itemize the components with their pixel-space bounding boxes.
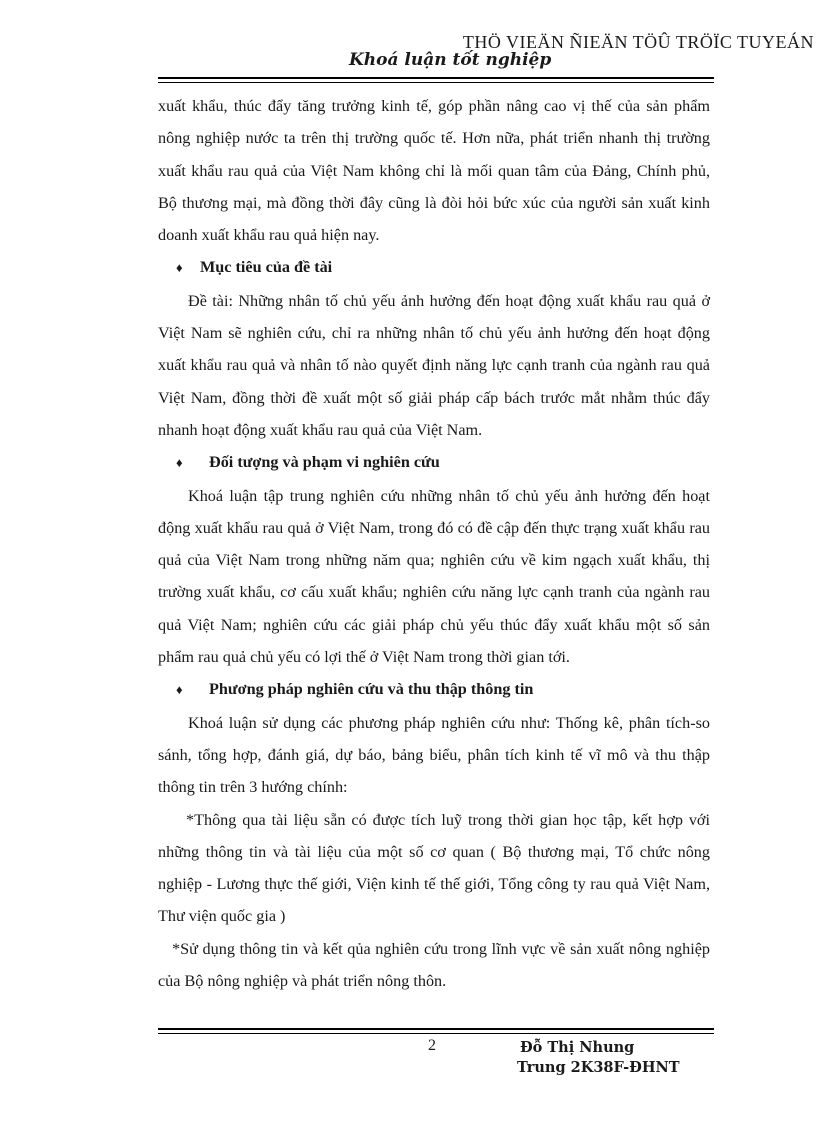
heading-methods: [158, 673, 710, 706]
paragraph-scope: Khoá luận tập trung nghiên cứu những nhân tố chủ yếu ảnh hưởng đến hoạt động xuất khẩu rau quả ở Việt Nam, trong đó có đề cập đến thực trạng xuất khẩu rau quả của Việt Nam trong những năm qua; nghiên cứu về kim ngạch xuất khẩu, thị trường xuất khẩu, cơ cấu xuất khẩu; nghiên cứu năng lực cạnh tranh của ngành rau quả Việt Nam; nghiên cứu các giải pháp chủ yếu thúc đẩy xuất khẩu một số sản phẩm rau quả chủ yếu có lợi thế ở Việt Nam trong thời gian tới.: [158, 486, 710, 667]
footer-rule-thin: [158, 1033, 714, 1034]
author-name: Đỗ Thị Nhung: [520, 1039, 635, 1056]
header-rule-thick: [158, 77, 714, 79]
paragraph-sources-1: *Thông qua tài liệu sẵn có được tích luỹ trong thời gian học tập, kết hợp với những thông tin và tài liệu của một số cơ quan ( Bộ thương mại, Tổ chức nông nghiệp - Lương thực thế giới, Viện kinh tế thế giới, Tổng công ty rau quả Việt Nam, Thư viện quốc gia ): [158, 810, 710, 926]
paragraph-methods: Khoá luận sử dụng các phương pháp nghiên cứu như: Thống kê, phân tích-so sánh, tổng hợp, đánh giá, dự báo, bảng biểu, phân tích kinh tế vĩ mô và thu thập thông tin trên 3 hướng chính:: [158, 713, 710, 797]
header-title: Khoá luận tốt nghiệp: [349, 50, 552, 70]
heading-scope: [158, 446, 710, 479]
heading-scope-text: Đối tượng và phạm vi nghiên cứu: [209, 453, 440, 472]
heading-methods-text: Phương pháp nghiên cứu và thu thập thông tin: [209, 680, 534, 699]
heading-objectives: [158, 251, 710, 284]
paragraph-intro: xuất khẩu, thúc đẩy tăng trưởng kinh tế, góp phần nâng cao vị thế của sản phẩm nông nghiệp nước ta trên thị trường quốc tế. Hơn nữa, phát triển nhanh thị trường xuất khẩu rau quả của Việt Nam không chỉ là mối quan tâm của Đảng, Chính phủ, Bộ thương mại, mà đồng thời đây cũng là đòi hỏi bức xúc của người sản xuất kinh doanh xuất khẩu rau quả hiện nay.: [158, 97, 710, 245]
watermark-text: THÖ VIEÄN ÑIEÄN TÖÛ TRÖÏC TUYEÁN: [462, 32, 814, 52]
document-body: [158, 90, 710, 997]
footer-rule-thick: [158, 1028, 714, 1030]
page-number: 2: [428, 1037, 436, 1054]
header-rule-thin: [158, 82, 714, 83]
diamond-bullet-icon: ♦: [176, 260, 183, 276]
diamond-bullet-icon: ♦: [176, 455, 183, 471]
author-class: Trung 2K38F-ĐHNT: [517, 1059, 680, 1076]
footer-author: [517, 1038, 680, 1078]
diamond-bullet-icon: ♦: [176, 682, 183, 698]
heading-objectives-text: Mục tiêu của đề tài: [200, 258, 333, 277]
paragraph-sources-2: *Sử dụng thông tin và kết qủa nghiên cứu trong lĩnh vực về sản xuất nông nghiệp của Bộ nông nghiệp và phát triển nông thôn.: [158, 939, 710, 991]
paragraph-objectives: Đề tài: Những nhân tố chủ yếu ảnh hưởng đến hoạt động xuất khẩu rau quả ở Việt Nam sẽ nghiên cứu, chỉ ra những nhân tố chủ yếu ảnh hưởng đến hoạt động xuất khẩu rau quả và nhân tố nào quyết định năng lực cạnh tranh của ngành rau quả Việt Nam, đồng thời đề xuất một số giải pháp cấp bách trước mắt nhằm thúc đẩy nhanh hoạt động xuất khẩu rau quả của Việt Nam.: [158, 291, 710, 439]
